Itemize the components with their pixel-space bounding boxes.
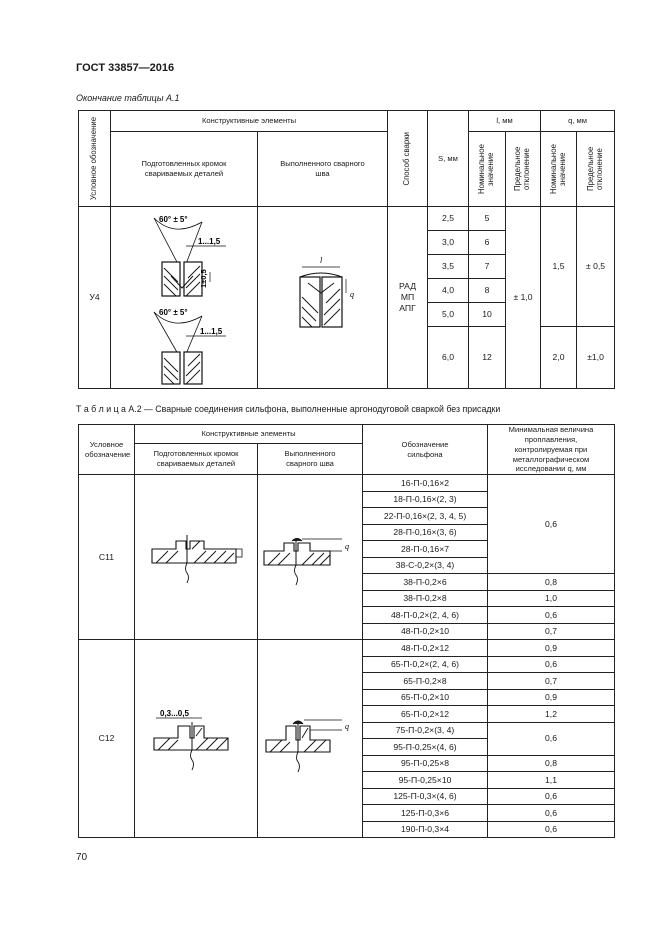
t1-l-value: 10 — [469, 303, 506, 327]
t2-designation: 48-П-0,2×(2, 4, 6) — [363, 607, 488, 624]
table-a2 — [78, 424, 615, 838]
groove-edge-drawing — [114, 208, 254, 388]
t2-designation: 65-П-0,2×12 — [363, 706, 488, 723]
t1-q-deviation: ±1,0 — [577, 327, 615, 389]
t1-l-value: 6 — [469, 231, 506, 255]
t2-designation: 65-П-0,2×10 — [363, 689, 488, 706]
page-number: 70 — [76, 852, 88, 863]
t2-designation: 22-П-0,16×(2, 3, 4, 5) — [363, 508, 488, 525]
t1-head-symbol: Условное обозначение — [79, 111, 111, 207]
table-a1 — [78, 110, 615, 389]
document-title: ГОСТ 33857—2016 — [76, 62, 175, 74]
t2-min-depth: 1,2 — [488, 706, 615, 723]
t2-designation: 75-П-0,2×(3, 4) — [363, 722, 488, 739]
table1-caption: Окончание таблицы А.1 — [76, 93, 180, 103]
t1-head-prepared: Подготовленных кромок свариваемых деталей — [111, 132, 258, 207]
c12-weld-drawing — [260, 704, 360, 774]
t1-s-value: 6,0 — [428, 327, 469, 389]
t2-min-depth: 0,6 — [488, 607, 615, 624]
t1-l-value: 8 — [469, 279, 506, 303]
t2-min-depth: 0,6 — [488, 805, 615, 822]
t1-l-deviation: ± 1,0 — [506, 207, 541, 389]
t2-head-prepared: Подготовленных кромок свариваемых деталей — [135, 444, 258, 475]
t1-q-nominal: 2,0 — [541, 327, 577, 389]
gap-top-label: 1...1,5 — [198, 236, 221, 246]
t2-min-depth: 0,6 — [488, 475, 615, 574]
t1-head-l-deviation: Предельное отклонение — [506, 132, 541, 207]
t2-min-depth: 0,9 — [488, 640, 615, 657]
t1-q-nominal: 1,5 — [541, 207, 577, 327]
method-line: АПГ — [399, 302, 416, 313]
t2-c11-drawing-welded — [258, 475, 363, 640]
t2-symbol-c12: С12 — [79, 640, 135, 838]
t2-designation: 125-П-0,3×6 — [363, 805, 488, 822]
t2-min-depth: 1,0 — [488, 590, 615, 607]
t2-designation: 65-П-0,2×8 — [363, 673, 488, 690]
weld-l-label: l — [319, 255, 322, 265]
t2-designation: 95-П-0,25×8 — [363, 755, 488, 772]
t1-method — [388, 207, 428, 389]
t2-min-depth: 1,1 — [488, 772, 615, 789]
t1-head-elements: Конструктивные элементы — [111, 111, 388, 132]
t2-min-depth: 0,9 — [488, 689, 615, 706]
t1-head-q: q, мм — [541, 111, 615, 132]
t2-designation: 125-П-0,3×(4, 6) — [363, 788, 488, 805]
t1-l-value: 7 — [469, 255, 506, 279]
t1-s-value: 3,5 — [428, 255, 469, 279]
t1-head-l-nominal: Номинальное значение — [469, 132, 506, 207]
c12-edge-drawing — [146, 704, 246, 774]
t1-s-value: 4,0 — [428, 279, 469, 303]
t1-s-value: 2,5 — [428, 207, 469, 231]
t1-head-s: S, мм — [428, 111, 469, 207]
t2-min-depth: 0,7 — [488, 673, 615, 690]
t2-symbol-c11: С11 — [79, 475, 135, 640]
c11-weld-drawing — [260, 527, 360, 587]
t2-min-depth: 0,6 — [488, 788, 615, 805]
t2-head-elements: Конструктивные элементы — [135, 425, 363, 444]
t2-designation: 190-П-0,3×4 — [363, 821, 488, 838]
t2-head-min-depth: Минимальная величина проплавления, контролируемая при металлографическом исследовании q, мм — [488, 425, 615, 475]
t2-designation: 48-П-0,2×12 — [363, 640, 488, 657]
t2-designation: 28-П-0,16×7 — [363, 541, 488, 558]
t2-min-depth: 0,8 — [488, 574, 615, 591]
t1-l-value: 12 — [469, 327, 506, 389]
t2-designation: 95-П-0,25×(4, 6) — [363, 739, 488, 756]
method-line: МП — [400, 292, 415, 303]
table2-caption: Т а б л и ц а А.2 — Сварные соединения сильфона, выполненные аргонодуговой сваркой без присадки — [76, 404, 501, 414]
t2-c12-drawing-welded — [258, 640, 363, 838]
t2-min-depth: 0,7 — [488, 623, 615, 640]
c12-gap-label: 0,3...0,5 — [160, 708, 189, 718]
c11-edge-drawing — [146, 527, 246, 587]
t2-designation: 28-П-0,16×(3, 6) — [363, 524, 488, 541]
t2-min-depth: 0,6 — [488, 821, 615, 838]
t2-designation: 48-П-0,2×10 — [363, 623, 488, 640]
t2-min-depth: 0,6 — [488, 722, 615, 755]
t1-head-welded: Выполненного сварного шва — [258, 132, 388, 207]
t2-designation: 38-П-0,2×8 — [363, 590, 488, 607]
weld-seam-drawing — [278, 253, 368, 343]
t1-head-l: l, мм — [469, 111, 541, 132]
weld-q-label: q — [349, 289, 354, 299]
t1-symbol: У4 — [79, 207, 111, 389]
t2-min-depth: 0,6 — [488, 656, 615, 673]
gap-bottom-label: 1...1,5 — [200, 326, 223, 336]
angle-top-label: 60° ± 5° — [159, 214, 188, 224]
c12-q-label: q — [345, 721, 349, 731]
t2-designation: 65-П-0,2×(2, 4, 6) — [363, 656, 488, 673]
t2-designation: 16-П-0,16×2 — [363, 475, 488, 492]
t2-min-depth: 0,8 — [488, 755, 615, 772]
c11-q-label: q — [345, 542, 349, 552]
angle-bottom-label: 60° ± 5° — [159, 307, 188, 317]
t1-s-value: 5,0 — [428, 303, 469, 327]
t1-q-deviation: ± 0,5 — [577, 207, 615, 327]
t2-c12-drawing-prepared — [135, 640, 258, 838]
method-line: РАД — [399, 281, 417, 292]
t2-head-designation: Обозначение сильфона — [363, 425, 488, 475]
t1-l-value: 5 — [469, 207, 506, 231]
t1-drawing-prepared — [111, 207, 258, 389]
t2-designation: 95-П-0,25×10 — [363, 772, 488, 789]
side-dim-label: 1±0,5 — [199, 268, 208, 288]
t2-head-welded: Выполненного сварного шва — [258, 444, 363, 475]
t2-designation: 18-П-0,16×(2, 3) — [363, 491, 488, 508]
t1-drawing-welded — [258, 207, 388, 389]
t2-designation: 38-П-0,2×6 — [363, 574, 488, 591]
t2-head-symbol: Условное обозначение — [79, 425, 135, 475]
t2-designation: 38-С-0,2×(3, 4) — [363, 557, 488, 574]
t1-head-method: Способ сварки — [388, 111, 428, 207]
t1-head-q-deviation: Предельное отклонение — [577, 132, 615, 207]
t2-c11-drawing-prepared — [135, 475, 258, 640]
t1-head-q-nominal: Номинальное значение — [541, 132, 577, 207]
t1-s-value: 3,0 — [428, 231, 469, 255]
